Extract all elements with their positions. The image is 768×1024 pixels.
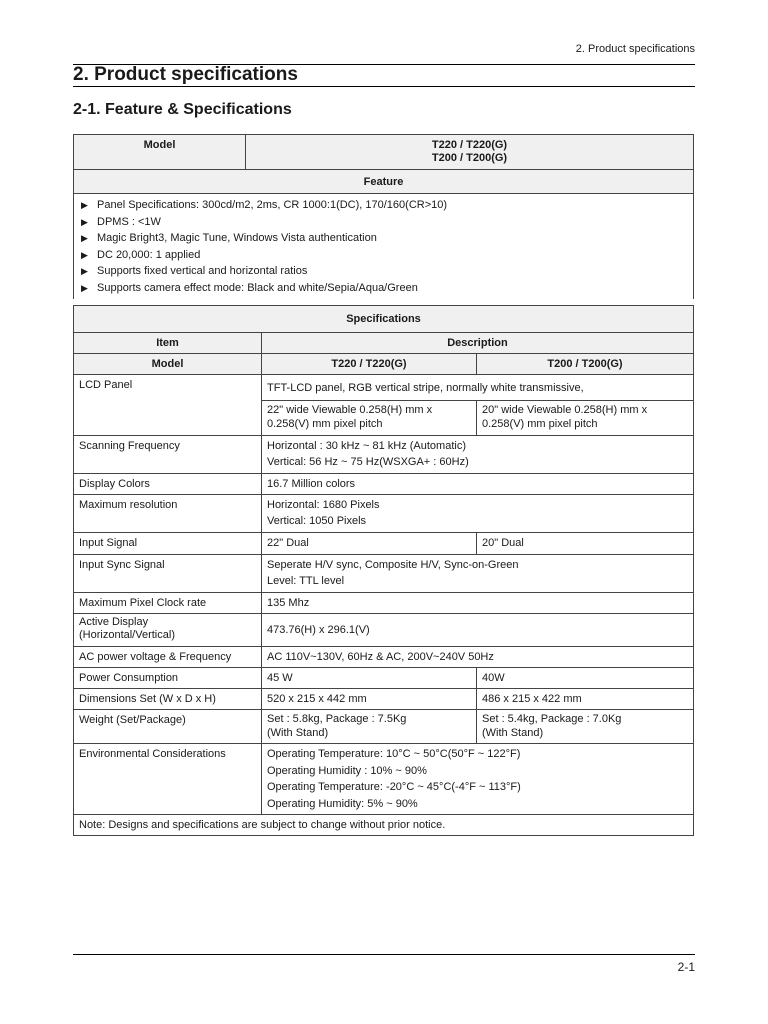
item-column-header: Item: [74, 333, 262, 354]
model-names-line1: T220 / T220(G): [431, 139, 508, 151]
active-display-value: 473.76(H) x 296.1(V): [262, 614, 694, 647]
table-row: [74, 668, 694, 689]
resolution-value: [262, 495, 694, 533]
table-row: [74, 647, 694, 668]
environment-value: [262, 744, 694, 815]
model-label-cell: [74, 135, 246, 170]
specifications-table: [73, 305, 694, 836]
row-label: Input Sync Signal: [74, 555, 262, 593]
colors-value: 16.7 Million colors: [262, 474, 694, 495]
row-label: [74, 614, 262, 647]
page-title: 2. Product specifications: [73, 64, 298, 85]
lcd-panel-t200: [477, 401, 694, 436]
dimensions-t200: 486 x 215 x 422 mm: [477, 689, 694, 710]
table-row: [74, 689, 694, 710]
table-row: [74, 495, 694, 533]
cell-line: Set : 5.8kg, Package : 7.5Kg: [267, 713, 407, 725]
feature-list-cell: [74, 194, 694, 300]
row-label: LCD Panel: [74, 375, 262, 436]
cell-line: Level: TTL level: [267, 575, 345, 587]
cell-line: 22" wide Viewable 0.258(H) mm x: [267, 404, 433, 416]
description-column-header: Description: [262, 333, 694, 354]
cell-line: Vertical: 56 Hz ~ 75 Hz(WSXGA+ : 60Hz): [267, 456, 469, 468]
model-column-header: Model: [74, 354, 262, 375]
table-row: [74, 375, 694, 401]
row-label: Power Consumption: [74, 668, 262, 689]
feature-item: [79, 247, 688, 264]
input-signal-t220: 22" Dual: [262, 533, 477, 555]
row-label: Environmental Considerations: [74, 744, 262, 815]
title-rule: [73, 86, 695, 87]
feature-item: [79, 263, 688, 280]
table-row: [74, 614, 694, 647]
feature-item-text: Supports fixed vertical and horizontal ratios: [97, 265, 308, 277]
t200-column-header: T200 / T200(G): [477, 354, 694, 375]
cell-line: Operating Humidity: 5% ~ 90%: [267, 797, 418, 810]
cell-line: Horizontal: 1680 Pixels: [267, 499, 380, 511]
t220-column-header: T220 / T220(G): [262, 354, 477, 375]
feature-item: [79, 280, 688, 297]
cell-line: Active Display: [79, 616, 149, 628]
section-title: 2-1. Feature & Specifications: [73, 101, 292, 118]
power-t200: 40W: [477, 668, 694, 689]
scanning-value: [262, 436, 694, 474]
pixel-clock-value: 135 Mhz: [262, 593, 694, 614]
weight-t200: [477, 710, 694, 744]
cell-line: Vertical: 1050 Pixels: [267, 515, 367, 527]
cell-line: Operating Humidity : 10% ~ 90%: [267, 764, 427, 777]
feature-item-text: Supports camera effect mode: Black and white/Sepia/Aqua/Green: [97, 281, 418, 294]
footer-rule: [73, 954, 695, 955]
input-signal-t200: 20" Dual: [477, 533, 694, 555]
row-label: Display Colors: [74, 474, 262, 495]
lcd-panel-t220: [262, 401, 477, 436]
row-label: Scanning Frequency: [74, 436, 262, 474]
cell-line: 20" wide Viewable 0.258(H) mm x: [482, 404, 648, 416]
row-label: Maximum resolution: [74, 495, 262, 533]
cell-line: (Horizontal/Vertical): [79, 629, 175, 641]
feature-item: [79, 197, 688, 214]
cell-line: (With Stand): [482, 727, 544, 739]
cell-line: Set : 5.4kg, Package : 7.0Kg: [482, 713, 622, 725]
model-names-cell: [246, 135, 694, 170]
feature-item: [79, 230, 688, 247]
model-label: Model: [143, 139, 176, 151]
specifications-header: Specifications: [74, 306, 694, 333]
table-row: [74, 474, 694, 495]
cell-line: Operating Temperature: -20°C ~ 45°C(-4°F ~ 113°F): [267, 781, 521, 793]
cell-line: 0.258(V) mm pixel pitch: [482, 418, 598, 430]
bullet-arrow-icon: ▶: [81, 216, 88, 227]
bullet-arrow-icon: ▶: [81, 200, 88, 210]
row-label: Dimensions Set (W x D x H): [74, 689, 262, 710]
table-row: [74, 593, 694, 614]
cell-line: Operating Temperature: 10°C ~ 50°C(50°F ~ 122°F): [267, 748, 521, 760]
table-row: [74, 710, 694, 744]
table-row: [74, 555, 694, 593]
weight-t220: [262, 710, 477, 744]
feature-header: Feature: [74, 170, 694, 194]
bullet-arrow-icon: ▶: [81, 249, 88, 260]
cell-line: 0.258(V) mm pixel pitch: [267, 418, 383, 430]
bullet-arrow-icon: ▶: [81, 233, 88, 243]
cell-line: (With Stand): [267, 727, 329, 739]
power-t220: 45 W: [262, 668, 477, 689]
note-text: Note: Designs and specifications are subject to change without prior notice.: [74, 815, 694, 836]
table-row: [74, 436, 694, 474]
table-row: [74, 533, 694, 555]
feature-table: [73, 134, 694, 299]
feature-item-text: DPMS : <1W: [97, 215, 161, 228]
lcd-panel-common: TFT-LCD panel, RGB vertical stripe, normally white transmissive,: [262, 375, 694, 401]
cell-line: Seperate H/V sync, Composite H/V, Sync-on-Green: [267, 559, 519, 571]
row-label: Maximum Pixel Clock rate: [74, 593, 262, 614]
feature-item-text: Magic Bright3, Magic Tune, Windows Vista authentication: [97, 232, 377, 244]
bullet-arrow-icon: ▶: [81, 282, 88, 293]
row-label: Weight (Set/Package): [74, 710, 262, 744]
cell-line: Horizontal : 30 kHz ~ 81 kHz (Automatic): [267, 440, 466, 452]
model-names-line2: T200 / T200(G): [431, 152, 508, 164]
page-number: 2-1: [677, 960, 695, 974]
row-label: AC power voltage & Frequency: [74, 647, 262, 668]
running-header: 2. Product specifications: [575, 43, 695, 55]
sync-value: [262, 555, 694, 593]
feature-item-text: DC 20,000: 1 applied: [97, 248, 201, 261]
feature-item: [79, 214, 688, 231]
bullet-arrow-icon: ▶: [81, 266, 88, 276]
ac-power-value: AC 110V~130V, 60Hz & AC, 200V~240V 50Hz: [262, 647, 694, 668]
row-label: Input Signal: [74, 533, 262, 555]
table-row: [74, 744, 694, 815]
feature-list: [79, 197, 688, 296]
dimensions-t220: 520 x 215 x 442 mm: [262, 689, 477, 710]
table-row: [74, 815, 694, 836]
feature-item-text: Panel Specifications: 300cd/m2, 2ms, CR 1000:1(DC), 170/160(CR>10): [97, 199, 448, 211]
